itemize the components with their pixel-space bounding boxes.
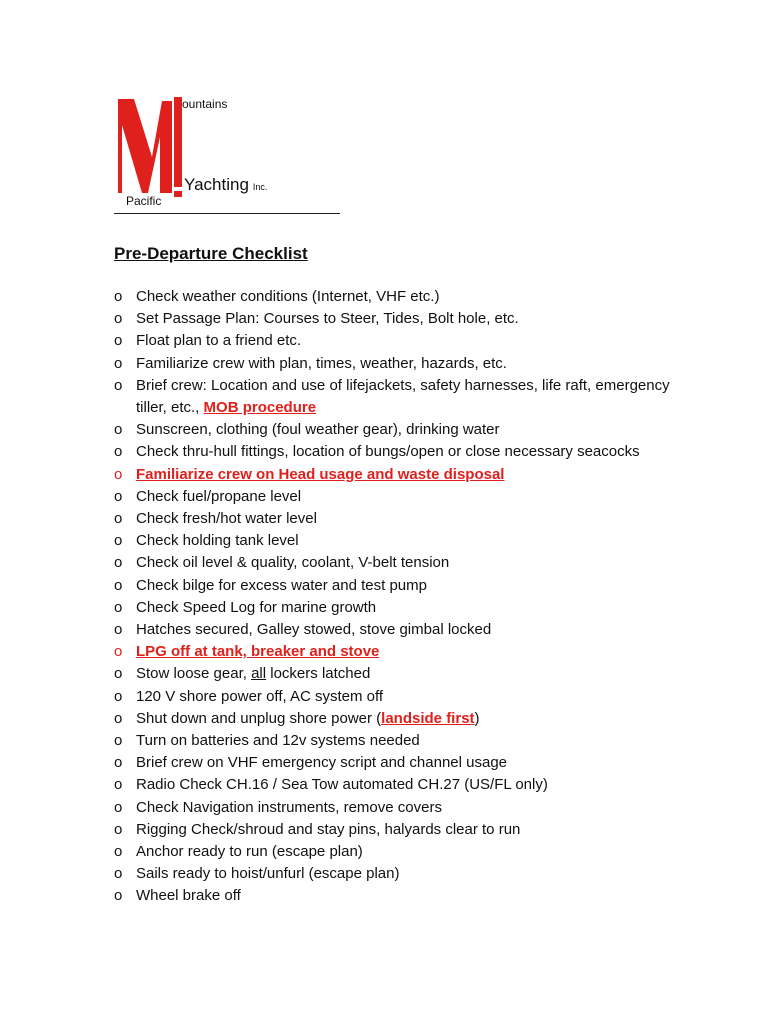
checklist-item-text: Check fresh/hot water level — [136, 510, 317, 528]
checklist-item-highlight: landside first — [381, 709, 475, 727]
bullet-icon: o — [114, 709, 123, 727]
logo-word-mountains: ountains — [182, 97, 228, 111]
bullet-icon: o — [114, 421, 123, 439]
checklist-item — [114, 375, 674, 419]
checklist-item-text: Float plan to a friend etc. — [136, 332, 302, 350]
checklist-item-text: Check fuel/propane level — [136, 487, 302, 505]
checklist-item-text: 120 V shore power off, AC system off — [136, 687, 384, 705]
checklist-item — [114, 508, 674, 530]
checklist-item-text: Shut down and unplug shore power ( — [136, 709, 382, 727]
checklist-item-text: Sails ready to hoist/unfurl (escape plan) — [136, 865, 400, 883]
checklist-item-text: Check weather conditions (Internet, VHF etc.) — [136, 288, 440, 305]
checklist-item — [114, 752, 674, 774]
logo-word-inc: Inc. — [252, 182, 268, 192]
checklist-item — [114, 308, 674, 330]
bullet-icon: o — [114, 576, 123, 594]
page-title: Pre-Departure Checklist — [114, 244, 308, 263]
bullet-icon: o — [114, 465, 123, 483]
checklist-item-text: Wheel brake off — [136, 887, 241, 905]
checklist-item-highlight: MOB procedure — [203, 399, 317, 417]
checklist-item — [114, 619, 674, 641]
checklist-item — [114, 730, 674, 752]
checklist-item-text: Brief crew: Location and use of lifejackets, safety harnesses, life raft, emergency tiller, etc., — [136, 376, 670, 417]
logo-m-mark — [114, 95, 184, 207]
checklist-item — [114, 330, 674, 352]
bullet-icon: o — [114, 598, 123, 616]
checklist-item — [114, 353, 674, 375]
checklist-item — [114, 841, 674, 863]
bullet-icon: o — [114, 376, 123, 394]
checklist-item — [114, 641, 674, 663]
bullet-icon: o — [114, 354, 123, 372]
logo-word-main: Yachting — [184, 175, 249, 194]
bullet-icon: o — [114, 487, 123, 505]
checklist-item-highlight: LPG off at tank, breaker and stove — [136, 643, 380, 661]
checklist-item — [114, 686, 674, 708]
bullet-icon: o — [114, 665, 123, 683]
checklist-item — [114, 419, 674, 441]
bullet-icon: o — [114, 332, 123, 350]
logo-word-yachting — [184, 175, 267, 195]
checklist-item-text: Turn on batteries and 12v systems needed — [136, 732, 420, 750]
checklist-item-text: Check bilge for excess water and test pump — [136, 576, 427, 594]
bullet-icon: o — [114, 732, 123, 750]
checklist-item-text: Check Navigation instruments, remove covers — [136, 798, 442, 816]
bullet-icon: o — [114, 887, 123, 905]
checklist-item — [114, 441, 674, 463]
bullet-icon: o — [114, 288, 123, 305]
company-logo — [114, 95, 344, 217]
checklist-item-text: Familiarize crew with plan, times, weather, hazards, etc. — [136, 354, 507, 372]
checklist-item — [114, 819, 674, 841]
checklist-item — [114, 663, 674, 685]
bullet-icon: o — [114, 865, 123, 883]
checklist-item-text: Check thru-hull fittings, location of bungs/open or close necessary seacocks — [136, 443, 640, 461]
bullet-icon: o — [114, 754, 123, 772]
bullet-icon: o — [114, 621, 123, 639]
checklist-item-text: Brief crew on VHF emergency script and channel usage — [136, 754, 508, 772]
checklist-item — [114, 797, 674, 819]
checklist-item-highlight: Familiarize crew on Head usage and waste disposal — [136, 465, 505, 483]
bullet-icon: o — [114, 687, 123, 705]
checklist-item — [114, 286, 674, 308]
checklist-item — [114, 708, 674, 730]
bullet-icon: o — [114, 510, 123, 528]
checklist-item-text: Check oil level & quality, coolant, V-belt tension — [136, 554, 450, 572]
checklist-item-text-end: ) — [474, 709, 480, 727]
checklist-item — [114, 530, 674, 552]
checklist-item — [114, 597, 674, 619]
checklist-item — [114, 575, 674, 597]
checklist-item-text: Check Speed Log for marine growth — [136, 598, 377, 616]
bullet-icon: o — [114, 554, 123, 572]
checklist-item-text: Rigging Check/shroud and stay pins, halyards clear to run — [136, 820, 521, 838]
bullet-icon: o — [114, 820, 123, 838]
checklist-item-text: Set Passage Plan: Courses to Steer, Tides, Bolt hole, etc. — [136, 310, 519, 328]
checklist-item — [114, 464, 674, 486]
checklist-item-text-end: lockers latched — [266, 665, 371, 683]
bullet-icon: o — [114, 532, 123, 550]
bullet-icon: o — [114, 843, 123, 861]
bullet-icon: o — [114, 798, 123, 816]
logo-divider — [114, 213, 340, 214]
logo-word-pacific: Pacific — [126, 194, 162, 208]
checklist-item — [114, 774, 674, 796]
checklist-item — [114, 552, 674, 574]
bullet-icon: o — [114, 776, 123, 794]
checklist-item-text: Radio Check CH.16 / Sea Tow automated CH.27 (US/FL only) — [136, 776, 548, 794]
bullet-icon: o — [114, 643, 123, 661]
checklist-item — [114, 885, 674, 907]
checklist-item-text: Hatches secured, Galley stowed, stove gimbal locked — [136, 621, 492, 639]
checklist — [114, 286, 674, 908]
checklist-item-emphasis: all — [251, 665, 267, 683]
checklist-item-text: Stow loose gear, — [136, 665, 252, 683]
checklist-item-text: Anchor ready to run (escape plan) — [136, 843, 363, 861]
checklist-item — [114, 486, 674, 508]
checklist-item-text: Sunscreen, clothing (foul weather gear), drinking water — [136, 421, 500, 439]
checklist-item-text: Check holding tank level — [136, 532, 299, 550]
bullet-icon: o — [114, 310, 123, 328]
bullet-icon: o — [114, 443, 123, 461]
checklist-item — [114, 863, 674, 885]
